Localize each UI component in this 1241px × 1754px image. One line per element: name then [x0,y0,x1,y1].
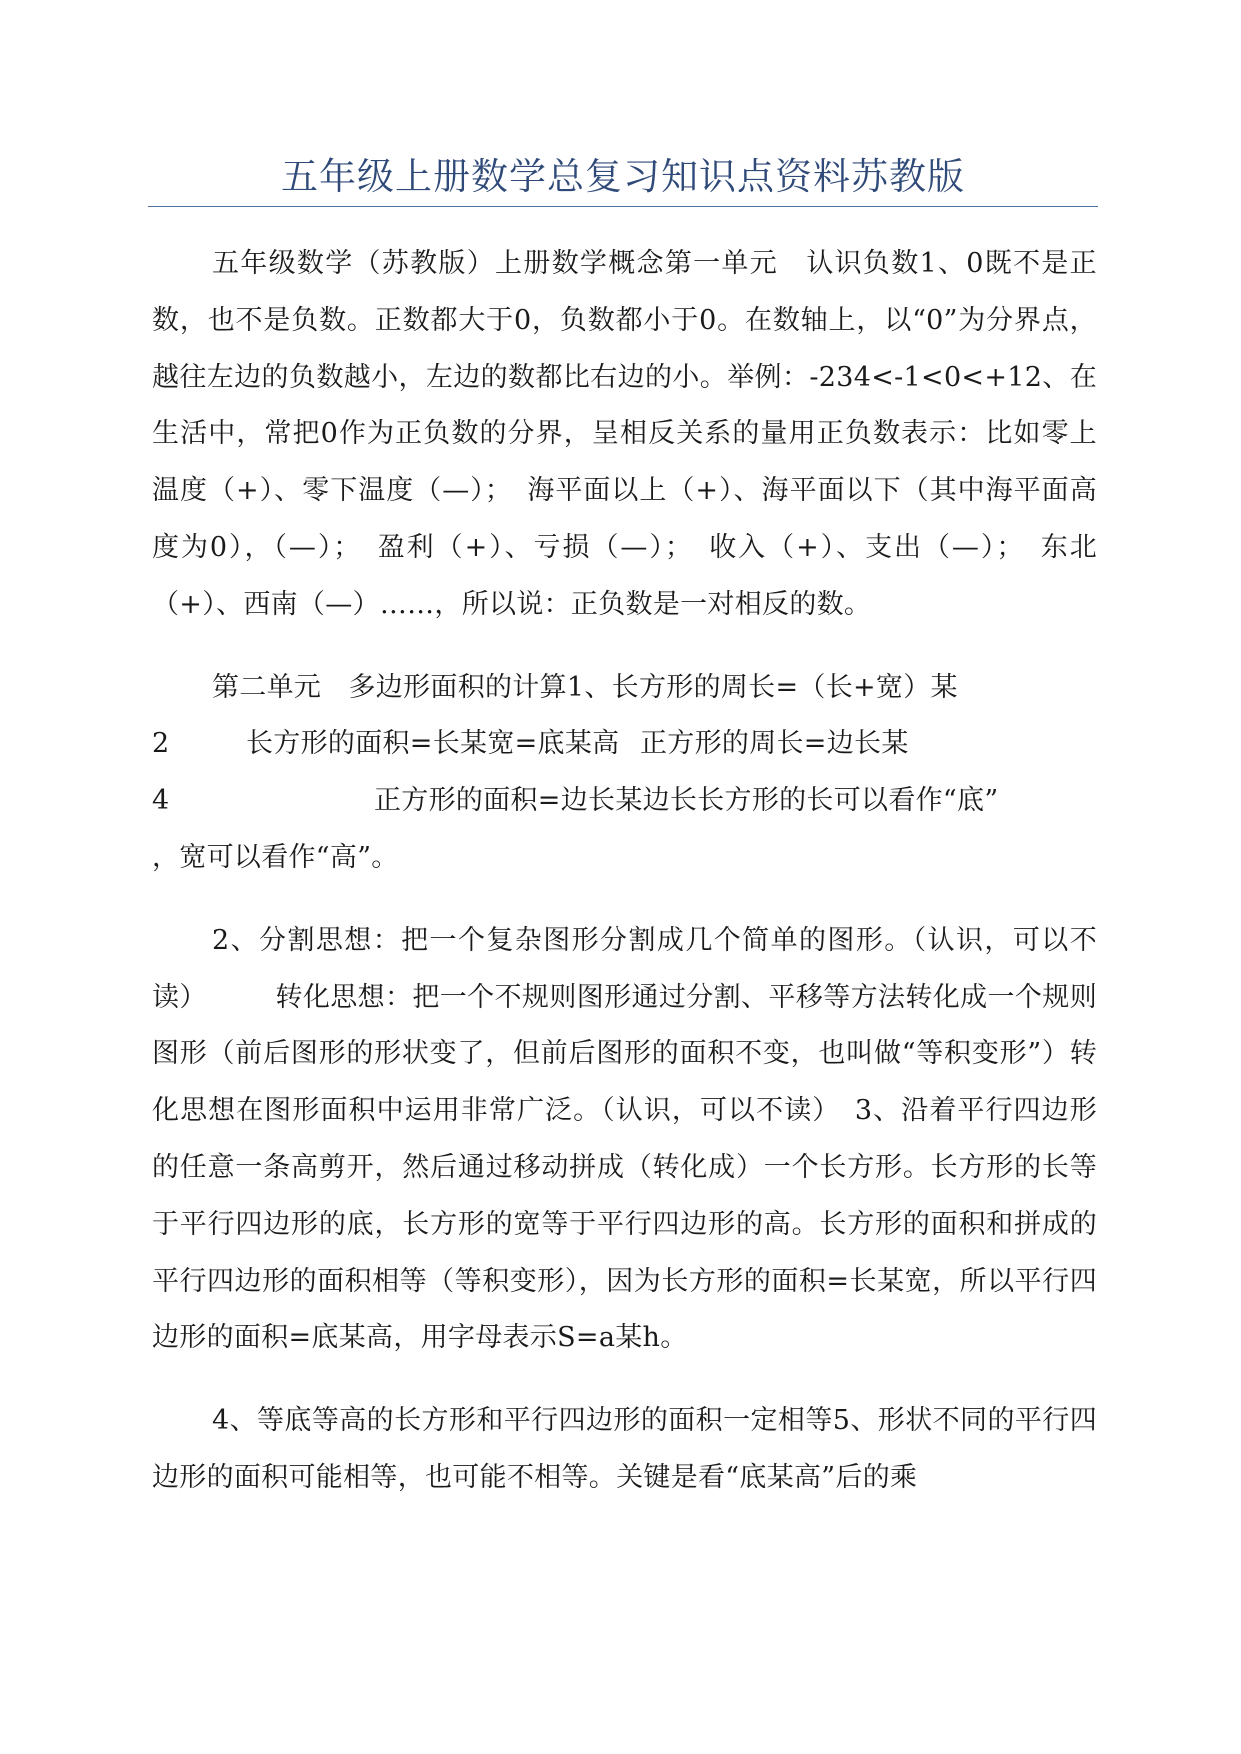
unit-2-line-3 [152,773,1097,830]
square-area-formula: 正方形的面积=边长某边长长方形的长可以看作“底” [374,785,999,817]
unit-2-line-2 [152,716,1097,773]
paragraph-unit-2 [152,660,1097,887]
square-perimeter-formula: 正方形的周长=边长某 [640,728,909,760]
paragraph-unit-1: 五年级数学（苏教版）上册数学概念第一单元 认识负数1、0既不是正数，也不是负数。正数都大于0，负数都小于0。在数轴上，以“0”为分界点，越往左边的负数越小，左边的数都比右边的小。举例：-234<-1<0<+12、在生活中，常把0作为正负数的分界，呈相反关系的量用正负数表示：比如零上温度（+）、零下温度（—）； 海平面以上（+）、海平面以下（其中海平面高度为0），（—）； 盈利（+）、亏损（—）； 收入（+）、支出（—）； 东北（+）、西南（—）……，所以说：正负数是一对相反的数。 [152,248,1097,620]
line-number-4: 4 [152,785,170,817]
paragraph-transform-ideas: 2、分割思想：把一个复杂图形分割成几个简单的图形。（认识，可以不读） 转化思想：把一个不规则图形通过分割、平移等方法转化成一个规则图形（前后图形的形状变了，但前后图形的面积不变，也叫做“等积变形”）转化思想在图形面积中运用非常广泛。（认识，可以不读） 3、沿着平行四边形的任意一条高剪开，然后通过移动拼成（转化成）一个长方形。长方形的长等于平行四边形的底，长方形的宽等于平行四边形的高。长方形的面积和拼成的平行四边形的面积相等（等积变形），因为长方形的面积=长某宽，所以平行四边形的面积=底某高，用字母表示S=a某h。 [152,924,1097,1354]
unit-2-line-1: 第二单元 多边形面积的计算1、长方形的周长=（长+宽）某 [212,671,958,703]
rectangle-area-formula: 长方形的面积=长某宽=底某高 [246,728,620,760]
paragraph-equal-area: 4、等底等高的长方形和平行四边形的面积一定相等5、形状不同的平行四边形的面积可能相等，也可能不相等。关键是看“底某高”后的乘 [152,1405,1097,1493]
line-number-2: 2 [152,728,170,760]
document-body [152,236,1097,1507]
title-underline [148,206,1098,207]
unit-2-line-4: ，宽可以看作“高”。 [152,841,399,873]
document-title: 五年级上册数学总复习知识点资料苏教版 [281,155,965,198]
